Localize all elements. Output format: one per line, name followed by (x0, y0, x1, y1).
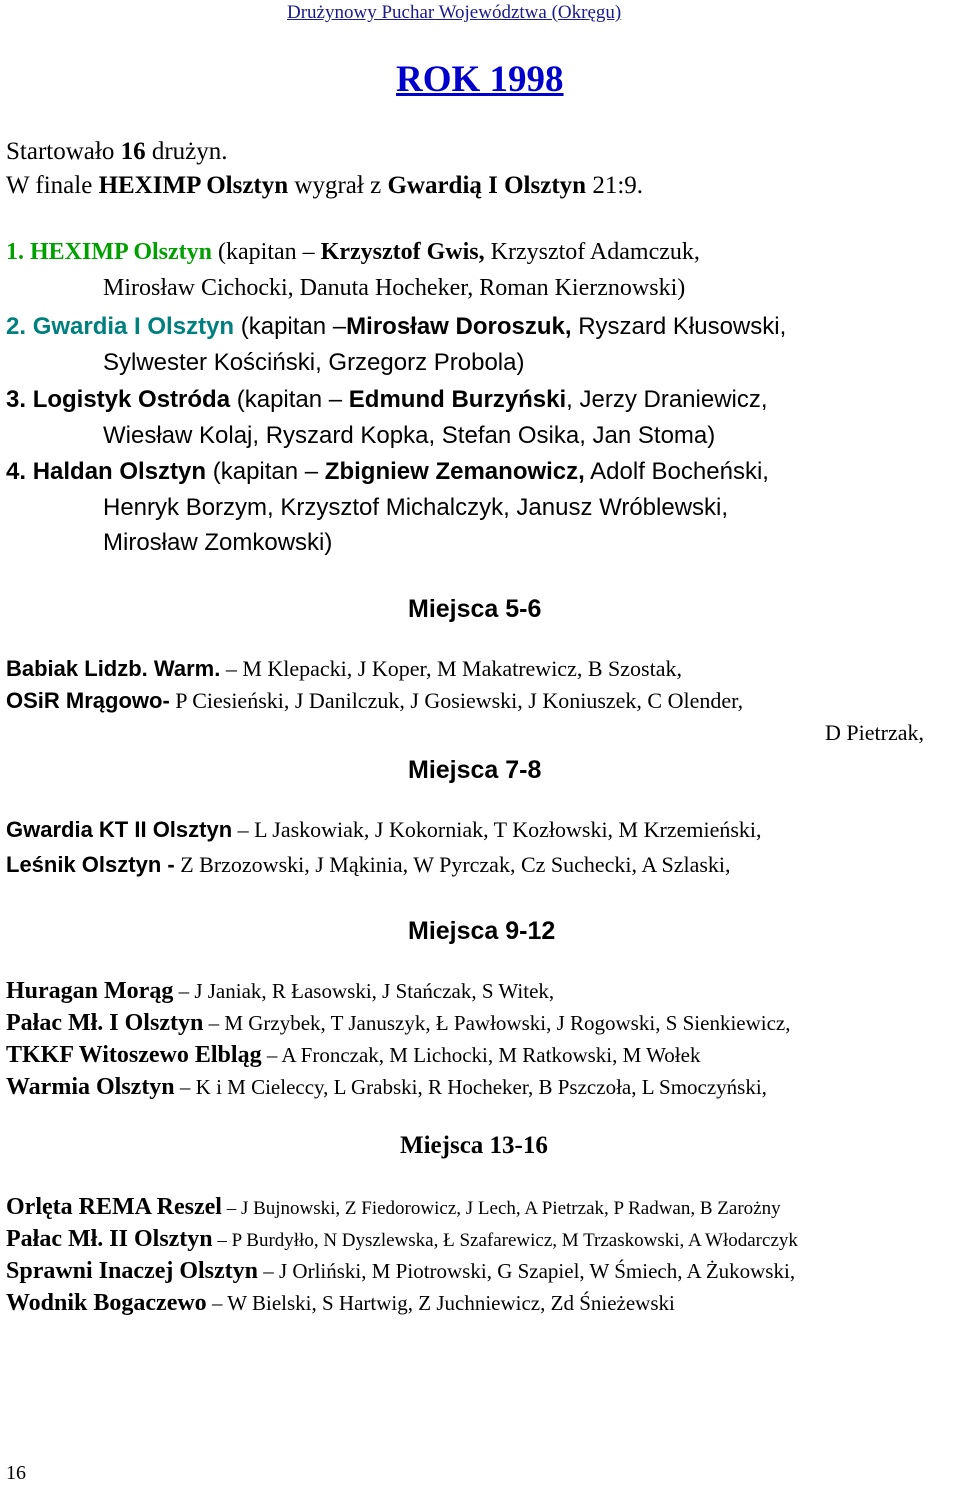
players: – P Burdyłło, N Dyszlewska, Ł Szafarewicz, M Trzaskowski, A Włodarczyk (212, 1230, 798, 1251)
intro-text: drużyn. (145, 138, 228, 165)
players: – J Bujnowski, Z Fiedorowicz, J Lech, A Pietrzak, P Radwan, B Zarożny (221, 1198, 781, 1219)
players: – J Janiak, R Łasowski, J Stańczak, S Witek, (173, 979, 555, 1003)
captain-name: Zbigniew Zemanowicz, (324, 458, 585, 485)
team-name: Sprawni Inaczej Olsztyn (6, 1258, 258, 1284)
page-number: 16 (6, 1462, 26, 1484)
section-title-7-8: Miejsca 7-8 (408, 756, 542, 784)
intro-line-1 (6, 138, 228, 166)
players: – M Klepacki, J Koper, M Makatrewicz, B Szostak, (220, 656, 682, 681)
standing-2-players: Sylwester Kościński, Grzegorz Probola) (103, 349, 525, 376)
team-name: Pałac Mł. II Olsztyn (6, 1226, 213, 1252)
list-item (6, 1290, 675, 1317)
list-item (6, 1074, 767, 1101)
section-title-5-6: Miejsca 5-6 (408, 595, 542, 623)
players: – W Bielski, S Hartwig, Z Juchniewicz, Zd Śnieżewski (206, 1291, 675, 1315)
list-item (6, 1042, 700, 1069)
standing-3-players: Wiesław Kolaj, Ryszard Kopka, Stefan Osika, Jan Stoma) (103, 422, 716, 449)
captain-name: Mirosław Doroszuk, (346, 313, 572, 340)
standing-2 (6, 313, 786, 341)
players: Krzysztof Adamczuk, (484, 239, 700, 265)
list-item (6, 852, 731, 878)
captain-open: (kapitan – (212, 239, 321, 265)
players: Ryszard Kłusowski, (571, 313, 787, 340)
team-name: OSiR Mrągowo- (6, 688, 170, 713)
standing-number: 1. (6, 239, 30, 265)
team-name: Babiak Lidzb. Warm. (6, 656, 221, 681)
players: Adolf Bocheński, (584, 458, 769, 485)
team-name: Wodnik Bogaczewo (6, 1290, 207, 1316)
team-name: HEXIMP Olsztyn (30, 239, 213, 265)
team-name: Warmia Olsztyn (6, 1074, 175, 1100)
list-item (6, 1226, 798, 1253)
team-count: 16 (120, 138, 146, 165)
runnerup-team: Gwardią I Olsztyn (387, 172, 587, 199)
standing-number: 2. (6, 313, 33, 340)
list-item (6, 978, 554, 1005)
team-name: Leśnik Olsztyn - (6, 852, 175, 877)
list-item (6, 688, 743, 714)
standing-3 (6, 386, 768, 414)
standing-number: 3. (6, 386, 33, 413)
team-name: Gwardia KT II Olsztyn (6, 817, 233, 842)
list-item (6, 656, 682, 682)
team-name: Orlęta REMA Reszel (6, 1194, 222, 1220)
standing-4-players-cont: Mirosław Zomkowski) (103, 529, 333, 556)
intro-line-2 (6, 172, 643, 200)
team-name: TKKF Witoszewo Elbląg (6, 1042, 262, 1068)
list-item (6, 1194, 781, 1221)
players: Z Brzozowski, J Mąkinia, W Pyrczak, Cz Suchecki, A Szlaski, (174, 852, 731, 877)
winner-team: HEXIMP Olsztyn (98, 172, 289, 199)
team-name: Huragan Morąg (6, 978, 174, 1004)
team-name: Haldan Olsztyn (32, 458, 207, 485)
players: – K i M Cieleccy, L Grabski, R Hocheker, B Pszczoła, L Smoczyński, (174, 1075, 767, 1099)
list-item (6, 1010, 791, 1037)
section-title-9-12: Miejsca 9-12 (408, 917, 556, 945)
captain-name: Krzysztof Gwis, (320, 239, 485, 265)
standing-1-players: Mirosław Cichocki, Danuta Hocheker, Roman Kierznowski) (103, 275, 686, 301)
intro-text: Startowało (6, 138, 121, 165)
players: – J Orliński, M Piotrowski, G Szapiel, W Śmiech, A Żukowski, (258, 1259, 796, 1283)
players: – M Grzybek, T Januszyk, Ł Pawłowski, J Rogowski, S Sienkiewicz, (203, 1011, 791, 1035)
players-wrap: D Pietrzak, (825, 720, 924, 745)
players: – A Fronczak, M Lichocki, M Ratkowski, M Wołek (261, 1043, 701, 1067)
players: P Ciesieński, J Danilczuk, J Gosiewski, J Koniuszek, C Olender, (169, 688, 744, 713)
standing-4 (6, 458, 769, 486)
team-name: Gwardia I Olsztyn (32, 313, 235, 340)
captain-open: (kapitan – (230, 386, 349, 413)
intro-text: wygrał z (288, 172, 388, 199)
players: , Jerzy Draniewicz, (566, 386, 768, 413)
captain-open: (kapitan – (234, 313, 347, 340)
final-score: 21:9. (586, 172, 644, 199)
section-title-13-16: Miejsca 13-16 (400, 1132, 548, 1159)
captain-open: (kapitan – (206, 458, 325, 485)
team-name: Pałac Mł. I Olsztyn (6, 1010, 204, 1036)
list-item (6, 1258, 795, 1285)
players: – L Jaskowiak, J Kokorniak, T Kozłowski, M Krzemieński, (232, 817, 762, 842)
captain-name: Edmund Burzyński (348, 386, 567, 413)
standing-number: 4. (6, 458, 33, 485)
standing-4-players: Henryk Borzym, Krzysztof Michalczyk, Janusz Wróblewski, (103, 494, 729, 521)
page-title: ROK 1998 (396, 59, 564, 100)
list-item (6, 817, 762, 843)
running-header: Drużynowy Puchar Województwa (Okręgu) (287, 2, 622, 23)
standing-1 (6, 239, 700, 266)
intro-text: W finale (6, 172, 99, 199)
team-name: Logistyk Ostróda (32, 386, 231, 413)
